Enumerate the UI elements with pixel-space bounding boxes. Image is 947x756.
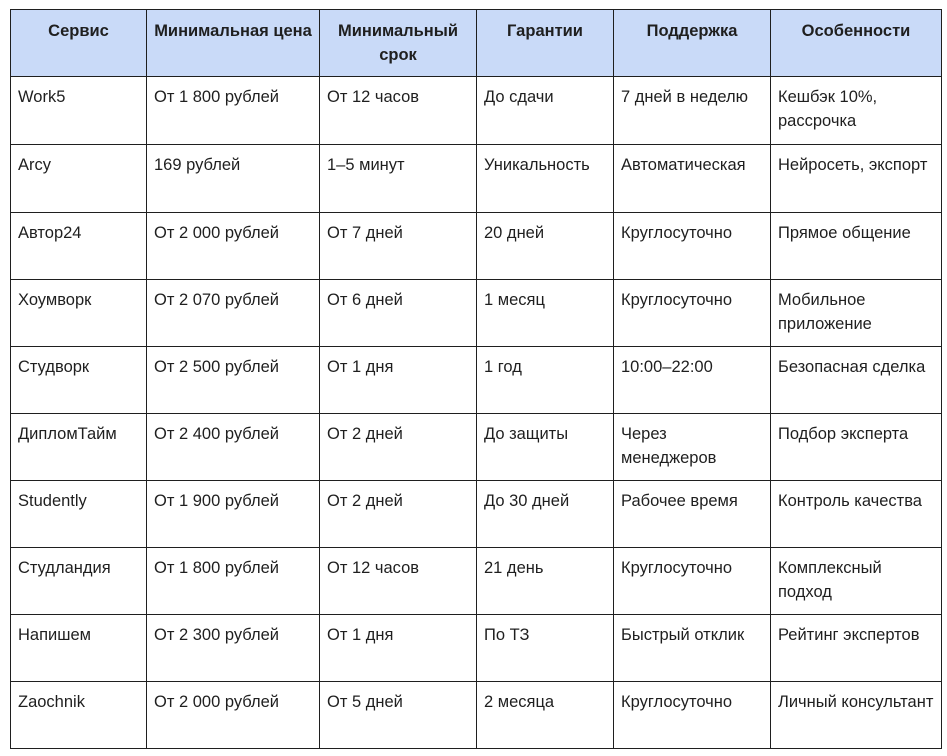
cell-service: Хоумворк [11, 280, 147, 347]
cell-support: Через менеджеров [614, 414, 771, 481]
table-row [11, 347, 942, 414]
cell-min-term: От 5 дней [320, 682, 477, 749]
table-row [11, 77, 942, 145]
cell-guarantees: Уникальность [477, 145, 614, 213]
header-row [11, 10, 942, 77]
header-service: Сервис [11, 10, 147, 77]
cell-min-price: От 2 000 рублей [147, 682, 320, 749]
cell-min-price: От 1 800 рублей [147, 548, 320, 615]
cell-min-term: От 2 дней [320, 414, 477, 481]
cell-min-term: От 6 дней [320, 280, 477, 347]
cell-features: Нейросеть, экспорт [771, 145, 942, 213]
cell-min-price: От 2 500 рублей [147, 347, 320, 414]
cell-support: 7 дней в неделю [614, 77, 771, 145]
table-row [11, 481, 942, 548]
cell-min-price: От 2 400 рублей [147, 414, 320, 481]
cell-min-price: От 2 300 рублей [147, 615, 320, 682]
table-row [11, 280, 942, 347]
table-row [11, 145, 942, 213]
cell-support: Круглосуточно [614, 548, 771, 615]
cell-min-term: От 12 часов [320, 77, 477, 145]
cell-features: Мобильное приложение [771, 280, 942, 347]
cell-service: Work5 [11, 77, 147, 145]
header-guarantees: Гарантии [477, 10, 614, 77]
table-row [11, 414, 942, 481]
table-row [11, 548, 942, 615]
cell-features: Безопасная сделка [771, 347, 942, 414]
cell-guarantees: До сдачи [477, 77, 614, 145]
cell-min-term: От 7 дней [320, 213, 477, 280]
cell-support: Круглосуточно [614, 682, 771, 749]
cell-features: Подбор эксперта [771, 414, 942, 481]
cell-guarantees: До защиты [477, 414, 614, 481]
cell-min-term: 1–5 минут [320, 145, 477, 213]
cell-min-term: От 12 часов [320, 548, 477, 615]
cell-guarantees: По ТЗ [477, 615, 614, 682]
cell-service: ДипломТайм [11, 414, 147, 481]
cell-features: Личный консультант [771, 682, 942, 749]
cell-support: Рабочее время [614, 481, 771, 548]
cell-guarantees: 20 дней [477, 213, 614, 280]
header-features: Особенности [771, 10, 942, 77]
cell-min-term: От 2 дней [320, 481, 477, 548]
cell-features: Кешбэк 10%, рассрочка [771, 77, 942, 145]
table-row [11, 682, 942, 749]
cell-service: Напишем [11, 615, 147, 682]
header-min-term: Минимальный срок [320, 10, 477, 77]
cell-min-price: 169 рублей [147, 145, 320, 213]
cell-support: 10:00–22:00 [614, 347, 771, 414]
table-header [11, 10, 942, 77]
cell-support: Круглосуточно [614, 213, 771, 280]
cell-min-term: От 1 дня [320, 615, 477, 682]
cell-service: Studently [11, 481, 147, 548]
cell-service: Arcy [11, 145, 147, 213]
cell-guarantees: 2 месяца [477, 682, 614, 749]
cell-features: Контроль качества [771, 481, 942, 548]
cell-min-price: От 1 800 рублей [147, 77, 320, 145]
table-body [11, 77, 942, 749]
cell-support: Быстрый отклик [614, 615, 771, 682]
header-support: Поддержка [614, 10, 771, 77]
cell-service: Студландия [11, 548, 147, 615]
cell-min-price: От 2 070 рублей [147, 280, 320, 347]
cell-guarantees: 1 месяц [477, 280, 614, 347]
table-row [11, 615, 942, 682]
cell-service: Zaochnik [11, 682, 147, 749]
cell-support: Автоматическая [614, 145, 771, 213]
cell-guarantees: 21 день [477, 548, 614, 615]
cell-service: Студворк [11, 347, 147, 414]
cell-features: Комплексный подход [771, 548, 942, 615]
cell-min-price: От 1 900 рублей [147, 481, 320, 548]
cell-features: Рейтинг экспертов [771, 615, 942, 682]
cell-support: Круглосуточно [614, 280, 771, 347]
services-comparison-table [10, 9, 942, 749]
cell-guarantees: 1 год [477, 347, 614, 414]
cell-min-term: От 1 дня [320, 347, 477, 414]
header-min-price: Минимальная цена [147, 10, 320, 77]
cell-guarantees: До 30 дней [477, 481, 614, 548]
cell-service: Автор24 [11, 213, 147, 280]
table-row [11, 213, 942, 280]
cell-min-price: От 2 000 рублей [147, 213, 320, 280]
cell-features: Прямое общение [771, 213, 942, 280]
